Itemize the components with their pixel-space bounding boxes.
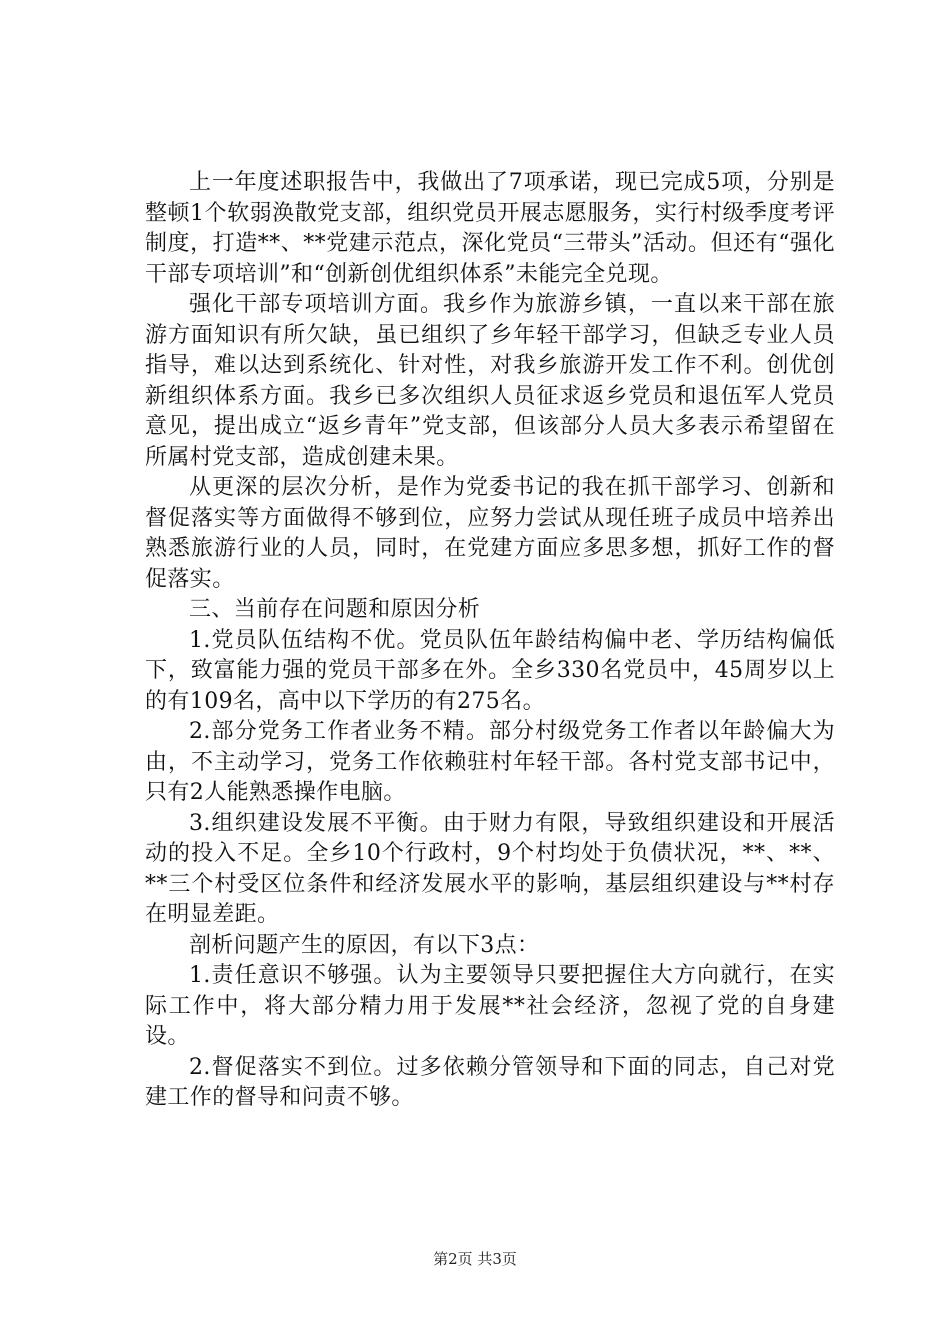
paragraph-deeper-analysis: 从更深的层次分析，是作为党委书记的我在抓干部学习、创新和督促落实等方面做得不够到位，应努力尝试从现任班子成员中培养出熟悉旅游行业的人员，同时，在党建方面应多思多想，抓好工作的督促落实。 [145,475,835,592]
problem-item-3: 3.组织建设发展不平衡。由于财力有限，导致组织建设和开展活动的投入不足。全乡10个行政村，9个村均处于负债状况，**、**、**三个村受区位条件和经济发展水平的影响，基层组织建设与**村存在明显差距。 [145,810,835,927]
problem-item-1: 1.党员队伍结构不优。党员队伍年龄结构偏中老、学历结构偏低下，致富能力强的党员干部多在外。全乡330名党员中，45周岁以上的有109名，高中以下学历的有275名。 [145,627,835,714]
section-heading-problems: 三、当前存在问题和原因分析 [189,597,481,622]
causes-intro: 剖析问题产生的原因，有以下3点： [189,932,540,958]
document-body [145,168,835,1114]
problem-item-2: 2.部分党务工作者业务不精。部分村级党务工作者以年龄偏大为由，不主动学习，党务工作依赖驻村年轻干部。各村党支部书记中，只有2人能熟悉操作电脑。 [145,719,835,805]
cause-item-2: 2.督促落实不到位。过多依赖分管领导和下面的同志，自己对党建工作的督导和问责不够。 [145,1054,835,1110]
paragraph-commitments: 上一年度述职报告中，我做出了7项承诺，现已完成5项，分别是整顿1个软弱涣散党支部，组织党员开展志愿服务，实行村级季度考评制度，打造**、**党建示范点，深化党员“三带头”活动。但还有“强化干部专项培训”和“创新创优组织体系”未能完全兑现。 [145,170,835,287]
paragraph-training: 强化干部专项培训方面。我乡作为旅游乡镇，一直以来干部在旅游方面知识有所欠缺，虽已组织了乡年轻干部学习，但缺乏专业人员指导，难以达到系统化、针对性，对我乡旅游开发工作不利。创优创新组织体系方面。我乡已多次组织人员征求返乡党员和退伍军人党员意见，提出成立“返乡青年”党支部，但该部分人员大多表示希望留在所属村党支部，造成创建未果。 [145,292,835,470]
cause-item-1: 1.责任意识不够强。认为主要领导只要把握住大方向就行，在实际工作中，将大部分精力用于发展**社会经济，忽视了党的自身建设。 [145,963,835,1049]
page-footer: 第2页 共3页 [433,1250,517,1268]
